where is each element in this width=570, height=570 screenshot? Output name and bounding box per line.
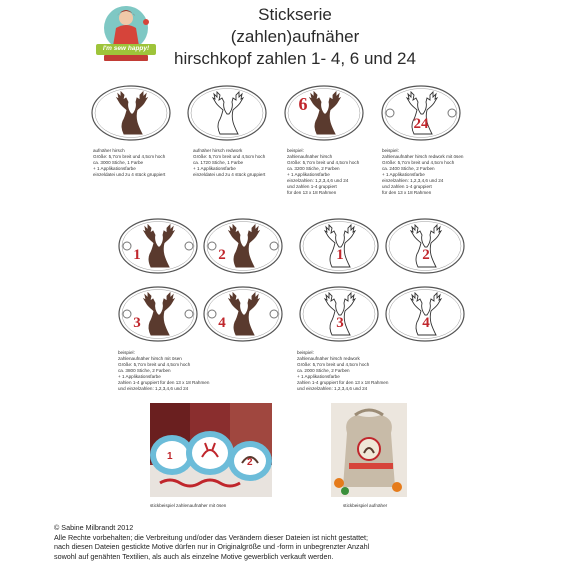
photo-number-1: 1 (167, 451, 173, 462)
page-title-line-3: hirschkopf zahlen 1- 4, 6 und 24 (174, 49, 416, 68)
badge-number: 2 (422, 247, 430, 263)
badge-number: 4 (218, 315, 226, 331)
desc-grid-left: beispiel: zahlenaufnäher hirsch mit ösen Größe: 5,7cm breit und 4,5cm hoch ca. 3800 Stiche, 2 Farben + 1 Applikationsfarbe zahlen 1-4 gruppiert für den 13 x 18 Rahmen und einzelzahlen: 1,2,3,4,6 und 24 (118, 350, 210, 391)
photo-example-patch (331, 403, 407, 497)
desc-top-4: beispiel: zahlenaufnäher hirsch redwork mit ösen Größe: 5,7cm breit und 4,5cm hoch ca. 2400 Stiche, 2 Farben + 1 Applikationsfarbe einzelzahlen: 1,2,3,4,6 und 24 und zahlen 1-4 gruppiert für den 13 x 18 Rahmen (382, 148, 464, 195)
badge-grid-left-4 (202, 285, 284, 343)
badge-number: 4 (422, 315, 430, 331)
badge-number: 2 (218, 247, 226, 263)
badge-grid-left-2 (202, 217, 284, 275)
desc-top-2: aufnäher hirsch redwork Größe: 5,7cm breit und 4,5cm hoch ca. 1720 Stiche, 1 Farbe + 1 Applikationsfarbe einzeldatei und zu 4 stück gruppiert (193, 148, 266, 177)
desc-grid-right: beispiel: zahlenaufnäher hirsch redwork Größe: 5,7cm breit und 4,5cm hoch ca. 2000 Stiche, 2 Farben + 1 Applikationsfarbe zahlen 1-4 gruppiert für den 13 x 18 Rahmen und einzelzahlen: 1,2,3,4,6 und 24 (297, 350, 389, 391)
badge-number: 1 (336, 247, 344, 263)
badge-grid-right-4 (384, 285, 466, 343)
photo-left-caption: stickbeispiel zahlenaufnäher mit ösen (150, 503, 227, 508)
page-title-line-2: (zahlen)aufnäher (230, 27, 360, 46)
badge-grid-left-3 (117, 285, 199, 343)
badge-number: 6 (298, 94, 308, 114)
copyright-footer (54, 523, 524, 561)
badge-top-2 (186, 84, 268, 142)
page-title-line-1: Stickserie (258, 5, 332, 24)
badge-grid-left-1 (117, 217, 199, 275)
photo-right-caption: stickbeispiel aufnäher (343, 503, 388, 508)
badge-grid-right-1 (298, 217, 380, 275)
badge-top-1 (90, 84, 172, 142)
logo-text: I'm sew happy! (102, 45, 150, 52)
footer-copyright: © Sabine Milbrandt 2012 (54, 523, 134, 532)
desc-top-3: beispiel: zahlenaufnäher hirsch Größe: 5,7cm breit und 4,5cm hoch ca. 3200 Stiche, 2 Farben + 1 Applikationsfarbe einzelzahlen: 1,2,3,4,6 und 24 und zahlen 1-4 gruppiert für den 13 x 18 Rahmen (287, 148, 360, 195)
photo-number-2: 2 (247, 457, 253, 468)
badge-grid-right-3 (298, 285, 380, 343)
footer-line-3: nach diesen Dateien gestickte Motive dürfen nur in Originalgröße und -form in unbegrenzter Anzahl (54, 542, 370, 551)
footer-line-4: sowohl auf genähten Textilien, als auch als einzelne Motive gewerblich verkauft werden. (54, 551, 334, 561)
badge-grid-right-2 (384, 217, 466, 275)
badge-number: 3 (133, 315, 141, 331)
badge-top-3 (283, 84, 365, 142)
photo-example-eyelets (150, 403, 272, 497)
footer-line-2: Alle Rechte vorbehalten; die Verbreitung und/oder das Verändern dieser Dateien ist nicht gestattet; (54, 532, 369, 542)
desc-top-1: aufnäher hirsch Größe: 5,7cm breit und 4,5cm hoch ca. 3000 Stiche, 1 Farbe + 1 Applikationsfarbe einzeldatei und zu 4 stück gruppiert (93, 148, 166, 177)
badge-number: 24 (413, 116, 429, 132)
badge-top-4 (380, 84, 462, 142)
badge-number: 3 (336, 315, 344, 331)
badge-number: 1 (133, 247, 141, 263)
